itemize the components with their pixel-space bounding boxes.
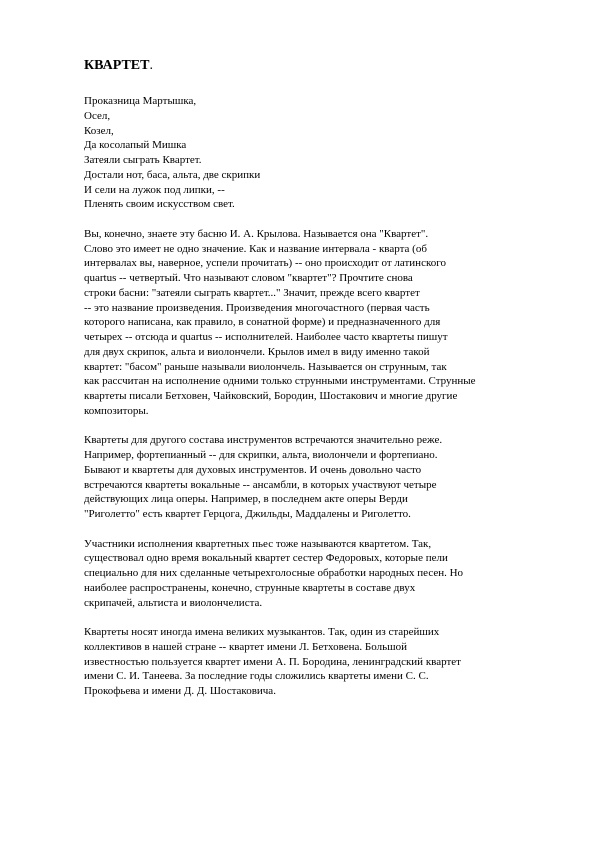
poem-line: Проказница Мартышка, (84, 95, 197, 107)
paragraph-line: Слово это имеет не одно значение. Как и название интервала - кварта (об (84, 242, 427, 255)
paragraph (84, 433, 546, 522)
poem-line: Осел, (84, 109, 111, 122)
paragraph-line: Бывают и квартеты для духовых инструментов. И очень довольно часто (84, 463, 422, 476)
paragraph-line: Например, фортепианный -- для скрипки, альта, виолончели и фортепиано. (84, 449, 438, 461)
article-text (84, 227, 546, 699)
poem-line: Козел, (84, 124, 114, 137)
paragraph-line: четырех -- отсюда и quartus -- исполнителей. Наиболее часто квартеты пишут (84, 331, 448, 343)
title-period: . (149, 58, 153, 73)
paragraph-line: Участники исполнения квартетных пьес тоже называются квартетом. Так, (84, 537, 432, 550)
paragraph-line: Квартеты носят иногда имена великих музыкантов. Так, один из старейших (84, 626, 440, 638)
paragraph-line: имени С. И. Танеева. За последние годы сложились квартеты имени С. С. (84, 670, 429, 683)
paragraph-line: для двух скрипок, альта и виолончели. Крылов имел в виду именно такой (84, 345, 430, 358)
paragraph-line: действующих лица оперы. Например, в последнем акте оперы Верди (84, 493, 408, 506)
paragraph-line: квартеты писали Бетховен, Чайковский, Бородин, Шостакович и многие другие (84, 390, 458, 402)
document-title (84, 57, 546, 75)
paragraph-line: quartus -- четвертый. Что называют словом "квартет"? Прочтите снова (84, 272, 413, 284)
paragraph-line: известностью пользуется квартет имени А. П. Бородина, ленинградский квартет (84, 655, 461, 668)
paragraph-line: "Риголетто" есть квартет Герцога, Джильды, Маддалены и Риголетто. (84, 508, 411, 520)
paragraph-line: Квартеты для другого состава инструментов встречаются значительно реже. (84, 434, 443, 447)
paragraph-line: как рассчитан на исполнение одними только струнными инструментами. Струнные (84, 375, 476, 388)
paragraph (84, 227, 546, 419)
paragraph-line: -- это название произведения. Произведения многочастного (первая часть (84, 301, 430, 314)
paragraph-line: Вы, конечно, знаете эту басню И. А. Крылова. Называется она "Квартет". (84, 227, 429, 240)
paragraph-line: квартет: "басом" раньше называли виолончель. Называется он струнным, так (84, 360, 447, 373)
poem-line: Да косолапый Мишка (84, 139, 187, 152)
paragraph-line: наиболее распространены, конечно, струнные квартеты в составе двух (84, 581, 416, 594)
poem-line: Затеяли сыграть Квартет. (84, 154, 202, 166)
paragraph-line: скрипачей, альтиста и виолончелиста. (84, 596, 263, 609)
poem-line: И сели на лужок под липки, -- (84, 183, 225, 196)
paragraph-line: композиторы. (84, 404, 149, 417)
document-body (84, 57, 546, 714)
paragraph-line: интервалах вы, наверное, успели прочитать) -- оно происходит от латинского (84, 257, 446, 270)
poem-stanza (84, 94, 546, 212)
paragraph-line: встречаются квартеты вокальные -- ансамбли, в которых участвуют четыре (84, 478, 437, 491)
paragraph-line: Прокофьева и имени Д. Д. Шостаковича. (84, 685, 276, 697)
paragraph-line: строки басни: "затеяли сыграть квартет..." Значит, прежде всего квартет (84, 286, 420, 299)
paragraph (84, 625, 546, 699)
paragraph-line: коллективов в нашей стране -- квартет имени Л. Бетховена. Большой (84, 640, 407, 653)
paragraph-line: специально для них сделанные четырехголосные обработки народных песен. Но (84, 567, 464, 579)
paragraph-line: которого написана, как правило, в сонатной форме) и предназначенного для (84, 316, 441, 329)
title-text: КВАРТЕТ (84, 58, 150, 73)
paragraph-line: существовал одно время вокальный квартет сестер Федоровых, которые пели (84, 552, 448, 565)
poem-line: Пленять своим искусством свет. (84, 198, 235, 211)
paragraph (84, 537, 546, 611)
poem-line: Достали нот, баса, альта, две скрипки (84, 168, 261, 181)
